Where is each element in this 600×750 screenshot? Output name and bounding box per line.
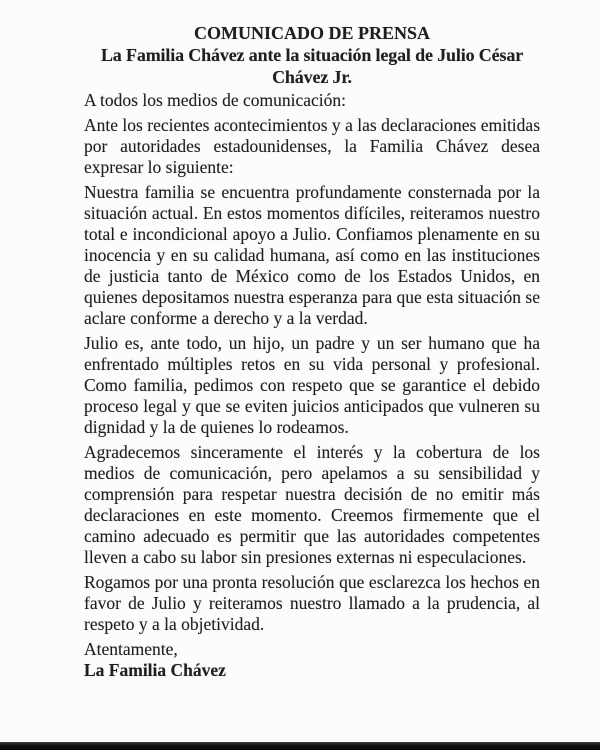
paragraph-media-request: Agradecemos sinceramente el interés y la cobertura de los medios de comunicación, pero apelamos a su sensibilidad y comprensión para respetar nuestra decisión de no emitir más declaraciones en este momento. Creemos firmemente que el camino adecuado es permitir que las autoridades competentes lleven a cabo su labor sin presiones externas ni especulaciones. [84, 442, 540, 567]
paragraph-due-process: Julio es, ante todo, un hijo, un padre y un ser humano que ha enfrentado múltiples retos en su vida personal y profesional. Como familia, pedimos con respeto que se garantice el debido proceso legal y que se eviten juicios anticipados que vulneren su dignidad y la de quienes lo rodeamos. [84, 333, 540, 437]
document-title: COMUNICADO DE PRENSA [193, 23, 430, 43]
closing-line: Atentamente, [84, 639, 178, 659]
bottom-black-bar [0, 742, 600, 750]
signature-line: La Familia Chávez [84, 660, 226, 680]
paragraph-support: Nuestra familia se encuentra profundamente consternada por la situación actual. En estos momentos difíciles, reiteramos nuestro total e incondicional apoyo a Julio. Confiamos plenamente en su inocencia y en su calidad humana, así como en las instituciones de justicia tanto de México como de los Estados Unidos, en quienes depositamos nuestra esperanza para que esta situación se aclare conforme a derecho y a la verdad. [84, 182, 540, 328]
paragraph-resolution: Rogamos por una pronta resolución que esclarezca los hechos en favor de Julio y reiteramos nuestro llamado a la prudencia, al respeto y a la objetividad. [84, 572, 540, 634]
document-content [84, 22, 540, 681]
salutation-line: A todos los medios de comunicación: [84, 90, 346, 110]
document-subtitle: La Familia Chávez ante la situación legal de Julio César Chávez Jr. [100, 45, 524, 87]
paragraph-intro: Ante los recientes acontecimientos y a las declaraciones emitidas por autoridades estadounidenses, la Familia Chávez desea expresar lo siguiente: [84, 115, 540, 177]
